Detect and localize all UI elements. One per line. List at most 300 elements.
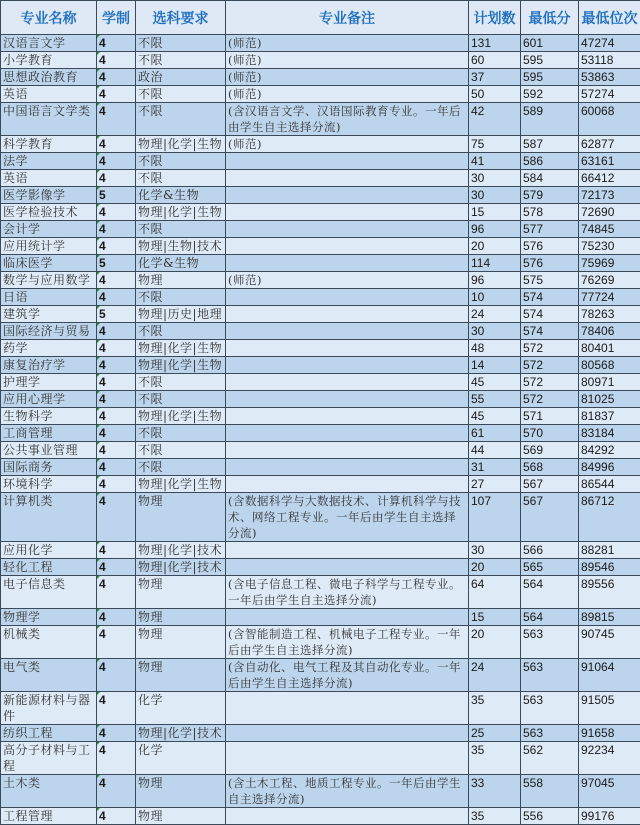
subject-requirement-cell: 物理 [136, 609, 226, 626]
years-cell: 4 [97, 692, 136, 725]
years-cell: 4 [97, 742, 136, 775]
min-rank-cell: 84996 [579, 459, 640, 476]
plan-count-cell: 20 [469, 238, 521, 255]
min-score-cell: 577 [521, 221, 579, 238]
plan-count-cell: 15 [469, 204, 521, 221]
min-score-cell: 564 [521, 576, 579, 609]
header-major-name: 专业名称 [1, 1, 97, 35]
table-row [1, 493, 640, 542]
min-rank-cell: 84292 [579, 442, 640, 459]
table-row [1, 542, 640, 559]
min-score-cell: 558 [521, 775, 579, 808]
header-min-score: 最低分 [521, 1, 579, 35]
table-row [1, 187, 640, 204]
min-rank-cell: 62877 [579, 136, 640, 153]
years-cell: 4 [97, 136, 136, 153]
table-row [1, 136, 640, 153]
min-score-cell: 576 [521, 255, 579, 272]
major-name-cell: 应用化学 [1, 542, 97, 559]
table-row [1, 52, 640, 69]
min-score-cell: 569 [521, 442, 579, 459]
major-note-cell [226, 742, 469, 775]
major-name-cell: 法学 [1, 153, 97, 170]
subject-requirement-cell: 不限 [136, 425, 226, 442]
major-note-cell [226, 323, 469, 340]
min-score-cell: 556 [521, 808, 579, 825]
major-name-cell: 中国语言文学类 [1, 103, 97, 136]
table-row [1, 204, 640, 221]
years-cell: 4 [97, 775, 136, 808]
years-cell: 4 [97, 289, 136, 306]
major-name-cell: 临床医学 [1, 255, 97, 272]
table-header-row [1, 1, 640, 35]
major-note-cell [226, 408, 469, 425]
years-cell: 4 [97, 408, 136, 425]
header-major-note: 专业备注 [226, 1, 469, 35]
major-name-cell: 国际经济与贸易 [1, 323, 97, 340]
major-note-cell: (师范) [226, 52, 469, 69]
years-cell: 4 [97, 542, 136, 559]
major-note-cell [226, 289, 469, 306]
min-score-cell: 575 [521, 272, 579, 289]
plan-count-cell: 30 [469, 170, 521, 187]
table-row [1, 609, 640, 626]
min-rank-cell: 83184 [579, 425, 640, 442]
subject-requirement-cell: 物理 [136, 576, 226, 609]
plan-count-cell: 42 [469, 103, 521, 136]
plan-count-cell: 50 [469, 86, 521, 103]
min-score-cell: 570 [521, 425, 579, 442]
min-score-cell: 584 [521, 170, 579, 187]
major-name-cell: 公共事业管理 [1, 442, 97, 459]
major-name-cell: 英语 [1, 86, 97, 103]
table-row [1, 374, 640, 391]
min-score-cell: 601 [521, 35, 579, 52]
header-years: 学制 [97, 1, 136, 35]
major-name-cell: 工程管理 [1, 808, 97, 825]
major-note-cell [226, 609, 469, 626]
major-note-cell [226, 306, 469, 323]
min-rank-cell: 63161 [579, 153, 640, 170]
subject-requirement-cell: 物理|化学|生物 [136, 136, 226, 153]
header-plan-count: 计划数 [469, 1, 521, 35]
plan-count-cell: 114 [469, 255, 521, 272]
major-name-cell: 新能源材料与器件 [1, 692, 97, 725]
major-name-cell: 英语 [1, 170, 97, 187]
plan-count-cell: 24 [469, 306, 521, 323]
subject-requirement-cell: 物理|化学|技术 [136, 559, 226, 576]
major-name-cell: 环境科学 [1, 476, 97, 493]
subject-requirement-cell: 物理|化学|技术 [136, 725, 226, 742]
years-cell: 4 [97, 459, 136, 476]
min-score-cell: 595 [521, 69, 579, 86]
subject-requirement-cell: 化学 [136, 742, 226, 775]
subject-requirement-cell: 物理|生物|技术 [136, 238, 226, 255]
major-note-cell [226, 391, 469, 408]
major-name-cell: 应用统计学 [1, 238, 97, 255]
table-row [1, 306, 640, 323]
years-cell: 4 [97, 52, 136, 69]
plan-count-cell: 131 [469, 35, 521, 52]
major-note-cell [226, 204, 469, 221]
table-row [1, 272, 640, 289]
min-score-cell: 563 [521, 725, 579, 742]
table-row [1, 775, 640, 808]
subject-requirement-cell: 物理 [136, 775, 226, 808]
min-score-cell: 578 [521, 204, 579, 221]
years-cell: 4 [97, 35, 136, 52]
table-row [1, 442, 640, 459]
min-score-cell: 562 [521, 742, 579, 775]
min-rank-cell: 97045 [579, 775, 640, 808]
subject-requirement-cell: 化学&生物 [136, 187, 226, 204]
subject-requirement-cell: 物理|化学|生物 [136, 340, 226, 357]
min-rank-cell: 77724 [579, 289, 640, 306]
years-cell: 4 [97, 442, 136, 459]
years-cell: 4 [97, 659, 136, 692]
min-rank-cell: 80971 [579, 374, 640, 391]
subject-requirement-cell: 不限 [136, 374, 226, 391]
min-rank-cell: 92234 [579, 742, 640, 775]
years-cell: 4 [97, 725, 136, 742]
plan-count-cell: 24 [469, 659, 521, 692]
min-rank-cell: 91064 [579, 659, 640, 692]
years-cell: 4 [97, 153, 136, 170]
table-row [1, 725, 640, 742]
plan-count-cell: 35 [469, 742, 521, 775]
min-rank-cell: 76269 [579, 272, 640, 289]
major-name-cell: 医学检验技术 [1, 204, 97, 221]
plan-count-cell: 35 [469, 692, 521, 725]
min-score-cell: 565 [521, 559, 579, 576]
min-score-cell: 579 [521, 187, 579, 204]
major-note-cell [226, 187, 469, 204]
min-score-cell: 572 [521, 357, 579, 374]
min-rank-cell: 80568 [579, 357, 640, 374]
table-row [1, 103, 640, 136]
plan-count-cell: 55 [469, 391, 521, 408]
major-name-cell: 电气类 [1, 659, 97, 692]
major-name-cell: 药学 [1, 340, 97, 357]
subject-requirement-cell: 化学&生物 [136, 255, 226, 272]
min-score-cell: 574 [521, 289, 579, 306]
min-rank-cell: 75230 [579, 238, 640, 255]
plan-count-cell: 20 [469, 626, 521, 659]
min-rank-cell: 78406 [579, 323, 640, 340]
major-name-cell: 纺织工程 [1, 725, 97, 742]
table-row [1, 86, 640, 103]
min-score-cell: 563 [521, 626, 579, 659]
major-name-cell: 小学教育 [1, 52, 97, 69]
plan-count-cell: 45 [469, 374, 521, 391]
subject-requirement-cell: 物理|化学|生物 [136, 204, 226, 221]
subject-requirement-cell: 不限 [136, 442, 226, 459]
major-name-cell: 机械类 [1, 626, 97, 659]
years-cell: 4 [97, 170, 136, 187]
major-note-cell [226, 153, 469, 170]
min-rank-cell: 81025 [579, 391, 640, 408]
subject-requirement-cell: 物理 [136, 626, 226, 659]
major-name-cell: 医学影像学 [1, 187, 97, 204]
major-name-cell: 物理学 [1, 609, 97, 626]
min-rank-cell: 91505 [579, 692, 640, 725]
subject-requirement-cell: 政治 [136, 69, 226, 86]
subject-requirement-cell: 物理 [136, 272, 226, 289]
major-note-cell: (含土木工程、地质工程专业。一年后由学生自主选择分流) [226, 775, 469, 808]
major-note-cell: (含电子信息工程、微电子科学与工程专业。一年后由学生自主选择分流) [226, 576, 469, 609]
major-note-cell [226, 170, 469, 187]
min-rank-cell: 88281 [579, 542, 640, 559]
major-name-cell: 建筑学 [1, 306, 97, 323]
years-cell: 4 [97, 204, 136, 221]
subject-requirement-cell: 物理 [136, 659, 226, 692]
years-cell: 5 [97, 187, 136, 204]
major-name-cell: 电子信息类 [1, 576, 97, 609]
major-name-cell: 思想政治教育 [1, 69, 97, 86]
plan-count-cell: 35 [469, 808, 521, 825]
min-rank-cell: 99176 [579, 808, 640, 825]
major-note-cell [226, 808, 469, 825]
min-score-cell: 595 [521, 52, 579, 69]
major-note-cell [226, 340, 469, 357]
table-row [1, 357, 640, 374]
min-score-cell: 567 [521, 493, 579, 542]
subject-requirement-cell: 物理|化学|生物 [136, 357, 226, 374]
major-name-cell: 数学与应用数学 [1, 272, 97, 289]
min-score-cell: 586 [521, 153, 579, 170]
years-cell: 4 [97, 493, 136, 542]
min-score-cell: 566 [521, 542, 579, 559]
plan-count-cell: 75 [469, 136, 521, 153]
subject-requirement-cell: 不限 [136, 52, 226, 69]
min-score-cell: 567 [521, 476, 579, 493]
major-name-cell: 土木类 [1, 775, 97, 808]
plan-count-cell: 27 [469, 476, 521, 493]
major-name-cell: 护理学 [1, 374, 97, 391]
plan-count-cell: 30 [469, 187, 521, 204]
years-cell: 4 [97, 476, 136, 493]
plan-count-cell: 10 [469, 289, 521, 306]
subject-requirement-cell: 物理|化学|生物 [136, 476, 226, 493]
min-score-cell: 564 [521, 609, 579, 626]
plan-count-cell: 25 [469, 725, 521, 742]
plan-count-cell: 14 [469, 357, 521, 374]
subject-requirement-cell: 物理|化学|生物 [136, 408, 226, 425]
min-rank-cell: 74845 [579, 221, 640, 238]
table-row [1, 408, 640, 425]
table-body [1, 35, 640, 825]
major-name-cell: 康复治疗学 [1, 357, 97, 374]
min-score-cell: 571 [521, 408, 579, 425]
plan-count-cell: 48 [469, 340, 521, 357]
subject-requirement-cell: 不限 [136, 103, 226, 136]
plan-count-cell: 30 [469, 542, 521, 559]
plan-count-cell: 31 [469, 459, 521, 476]
major-note-cell: (师范) [226, 69, 469, 86]
years-cell: 4 [97, 272, 136, 289]
years-cell: 4 [97, 238, 136, 255]
table-row [1, 626, 640, 659]
min-rank-cell: 89815 [579, 609, 640, 626]
major-name-cell: 生物科学 [1, 408, 97, 425]
major-note-cell: (含自动化、电气工程及其自动化专业。一年后由学生自主选择分流) [226, 659, 469, 692]
min-score-cell: 592 [521, 86, 579, 103]
table-row [1, 459, 640, 476]
years-cell: 4 [97, 626, 136, 659]
table-row [1, 153, 640, 170]
min-rank-cell: 91658 [579, 725, 640, 742]
subject-requirement-cell: 不限 [136, 221, 226, 238]
major-name-cell: 会计学 [1, 221, 97, 238]
min-rank-cell: 47274 [579, 35, 640, 52]
years-cell: 4 [97, 86, 136, 103]
min-score-cell: 574 [521, 323, 579, 340]
years-cell: 4 [97, 559, 136, 576]
table-row [1, 69, 640, 86]
major-note-cell [226, 692, 469, 725]
plan-count-cell: 64 [469, 576, 521, 609]
major-note-cell: (含智能制造工程、机械电子工程专业。一年后由学生自主选择分流) [226, 626, 469, 659]
major-note-cell [226, 542, 469, 559]
years-cell: 5 [97, 255, 136, 272]
min-score-cell: 572 [521, 340, 579, 357]
years-cell: 4 [97, 340, 136, 357]
subject-requirement-cell: 物理 [136, 493, 226, 542]
plan-count-cell: 20 [469, 559, 521, 576]
major-note-cell [226, 442, 469, 459]
min-score-cell: 572 [521, 374, 579, 391]
major-note-cell: (师范) [226, 35, 469, 52]
plan-count-cell: 44 [469, 442, 521, 459]
major-note-cell [226, 425, 469, 442]
major-name-cell: 计算机类 [1, 493, 97, 542]
major-note-cell [226, 357, 469, 374]
major-note-cell [226, 238, 469, 255]
subject-requirement-cell: 物理|历史|地理 [136, 306, 226, 323]
table-row [1, 340, 640, 357]
table-row [1, 692, 640, 725]
table-row [1, 808, 640, 825]
min-rank-cell: 90745 [579, 626, 640, 659]
years-cell: 4 [97, 425, 136, 442]
subject-requirement-cell: 不限 [136, 86, 226, 103]
major-name-cell: 国际商务 [1, 459, 97, 476]
years-cell: 5 [97, 306, 136, 323]
major-name-cell: 工商管理 [1, 425, 97, 442]
plan-count-cell: 30 [469, 323, 521, 340]
header-subject-requirement: 选科要求 [136, 1, 226, 35]
major-note-cell [226, 459, 469, 476]
table-row [1, 238, 640, 255]
table-row [1, 170, 640, 187]
table-row [1, 255, 640, 272]
table-row [1, 576, 640, 609]
major-note-cell: (师范) [226, 136, 469, 153]
min-score-cell: 563 [521, 659, 579, 692]
plan-count-cell: 107 [469, 493, 521, 542]
min-score-cell: 572 [521, 391, 579, 408]
major-name-cell: 轻化工程 [1, 559, 97, 576]
min-rank-cell: 89556 [579, 576, 640, 609]
years-cell: 4 [97, 69, 136, 86]
major-note-cell: (含数据科学与大数据技术、计算机科学与技术、网络工程专业。一年后由学生自主选择分流) [226, 493, 469, 542]
subject-requirement-cell: 不限 [136, 170, 226, 187]
subject-requirement-cell: 物理 [136, 808, 226, 825]
plan-count-cell: 60 [469, 52, 521, 69]
subject-requirement-cell: 不限 [136, 153, 226, 170]
min-score-cell: 587 [521, 136, 579, 153]
plan-count-cell: 37 [469, 69, 521, 86]
years-cell: 4 [97, 808, 136, 825]
min-rank-cell: 57274 [579, 86, 640, 103]
major-note-cell [226, 221, 469, 238]
min-rank-cell: 81837 [579, 408, 640, 425]
plan-count-cell: 33 [469, 775, 521, 808]
major-name-cell: 应用心理学 [1, 391, 97, 408]
table-row [1, 391, 640, 408]
table-row [1, 559, 640, 576]
min-rank-cell: 78263 [579, 306, 640, 323]
table-row [1, 221, 640, 238]
subject-requirement-cell: 不限 [136, 35, 226, 52]
major-note-cell [226, 374, 469, 391]
min-rank-cell: 86544 [579, 476, 640, 493]
subject-requirement-cell: 不限 [136, 289, 226, 306]
years-cell: 4 [97, 357, 136, 374]
min-score-cell: 574 [521, 306, 579, 323]
subject-requirement-cell: 不限 [136, 391, 226, 408]
min-rank-cell: 66412 [579, 170, 640, 187]
major-note-cell: (师范) [226, 272, 469, 289]
major-name-cell: 日语 [1, 289, 97, 306]
major-note-cell [226, 476, 469, 493]
major-note-cell [226, 559, 469, 576]
min-rank-cell: 89546 [579, 559, 640, 576]
table-row [1, 476, 640, 493]
major-note-cell [226, 255, 469, 272]
min-rank-cell: 75969 [579, 255, 640, 272]
table-row [1, 323, 640, 340]
table-row [1, 35, 640, 52]
years-cell: 4 [97, 609, 136, 626]
min-rank-cell: 53863 [579, 69, 640, 86]
table-row [1, 425, 640, 442]
table-row [1, 659, 640, 692]
min-score-cell: 563 [521, 692, 579, 725]
min-score-cell: 576 [521, 238, 579, 255]
major-note-cell: (师范) [226, 86, 469, 103]
years-cell: 4 [97, 323, 136, 340]
plan-count-cell: 45 [469, 408, 521, 425]
min-score-cell: 568 [521, 459, 579, 476]
table-row [1, 289, 640, 306]
table-row [1, 742, 640, 775]
min-rank-cell: 72173 [579, 187, 640, 204]
major-note-cell [226, 725, 469, 742]
years-cell: 4 [97, 374, 136, 391]
min-rank-cell: 72690 [579, 204, 640, 221]
years-cell: 4 [97, 576, 136, 609]
years-cell: 4 [97, 103, 136, 136]
plan-count-cell: 96 [469, 272, 521, 289]
major-name-cell: 科学教育 [1, 136, 97, 153]
min-rank-cell: 60068 [579, 103, 640, 136]
subject-requirement-cell: 化学 [136, 692, 226, 725]
plan-count-cell: 96 [469, 221, 521, 238]
subject-requirement-cell: 物理|化学|技术 [136, 542, 226, 559]
major-name-cell: 汉语言文学 [1, 35, 97, 52]
header-min-rank: 最低位次 [579, 1, 640, 35]
